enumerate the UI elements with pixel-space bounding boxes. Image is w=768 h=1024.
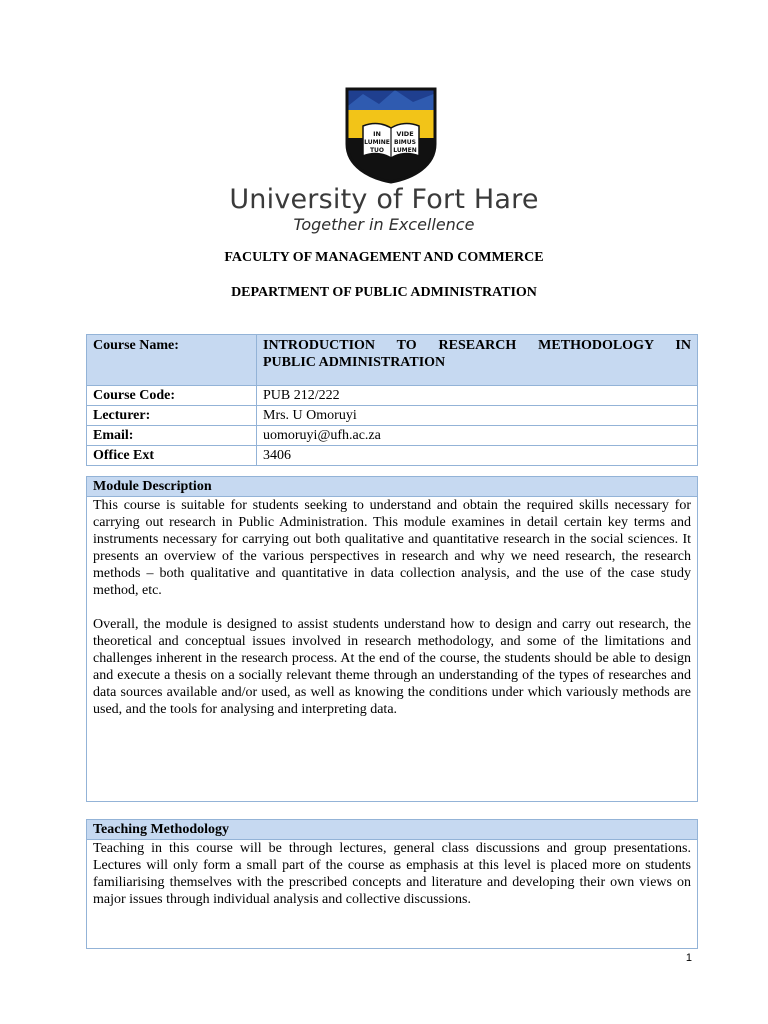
teaching-methodology-heading: Teaching Methodology <box>87 820 698 840</box>
university-motto: Together in Excellence <box>293 215 475 234</box>
course-code-label: Course Code: <box>87 386 257 406</box>
teaching-methodology-table <box>86 819 698 949</box>
university-crest-logo <box>343 86 439 184</box>
course-code-value: PUB 212/222 <box>257 386 698 406</box>
lecturer-label: Lecturer: <box>87 406 257 426</box>
module-description-heading: Module Description <box>87 477 698 497</box>
course-name-label: Course Name: <box>87 335 257 386</box>
course-name-row <box>87 335 698 386</box>
module-description-paragraph-1: This course is suitable for students seeking to understand and obtain the required skills necessary for carrying out research in Public Administration. This module examines in detail certain key terms and instruments necessary for carrying out both qualitative and quantitative research in the social sciences. It presents an overview of the various perspectives in research and why we need research, the research methods – both qualitative and quantitative in data collection analysis, and the use of the case study method, etc. <box>93 498 691 598</box>
crest-text-in: IN <box>373 130 381 138</box>
module-description-body <box>87 497 698 802</box>
crest-text-lumen: LUMEN <box>393 147 417 154</box>
office-ext-label: Office Ext <box>87 446 257 466</box>
crest-text-tuo: TUO <box>369 147 385 154</box>
email-value: uomoruyi@ufh.ac.za <box>257 426 698 446</box>
module-description-table <box>86 476 698 802</box>
office-ext-value: 3406 <box>257 446 698 466</box>
course-name-line-1: INTRODUCTION TO RESEARCH METHODOLOGY IN <box>263 338 691 353</box>
faculty-heading: FACULTY OF MANAGEMENT AND COMMERCE <box>224 250 544 265</box>
course-info-table <box>86 334 698 466</box>
teaching-methodology-paragraph: Teaching in this course will be through lectures, general class discussions and group presentations. Lectures will only form a small part of the course as emphasis at this level is placed more on students familiarising themselves with the prescribed concepts and literature and developing their own views on major issues through individual analysis and collective discussions. <box>93 841 691 907</box>
lecturer-row <box>87 406 698 426</box>
lecturer-value: Mrs. U Omoruyi <box>257 406 698 426</box>
university-name: University of Fort Hare <box>229 184 539 215</box>
course-code-row <box>87 386 698 406</box>
page-number: 1 <box>685 952 692 964</box>
course-name-line-2: PUBLIC ADMINISTRATION <box>263 355 446 370</box>
crest-text-vide: VIDE <box>396 130 414 138</box>
email-row <box>87 426 698 446</box>
course-name-value <box>257 335 698 386</box>
office-ext-row <box>87 446 698 466</box>
crest-text-lumine: LUMINE <box>364 139 390 146</box>
teaching-methodology-body <box>87 840 698 949</box>
email-label: Email: <box>87 426 257 446</box>
module-description-paragraph-2: Overall, the module is designed to assist students understand how to design and carry out research, the theoretical and conceptual issues involved in research methodology, and some of the limitations and challenges inherent in the research process. At the end of the course, the students should be able to design and execute a thesis on a socially relevant theme through an understanding of the types of researches and data sources available and/or used, as well as knowing the conditions under which variously methods are used, and the tools for analysing and interpreting data. <box>93 617 691 717</box>
crest-text-bimus: BIMUS <box>394 139 416 146</box>
department-heading: DEPARTMENT OF PUBLIC ADMINISTRATION <box>231 285 537 300</box>
